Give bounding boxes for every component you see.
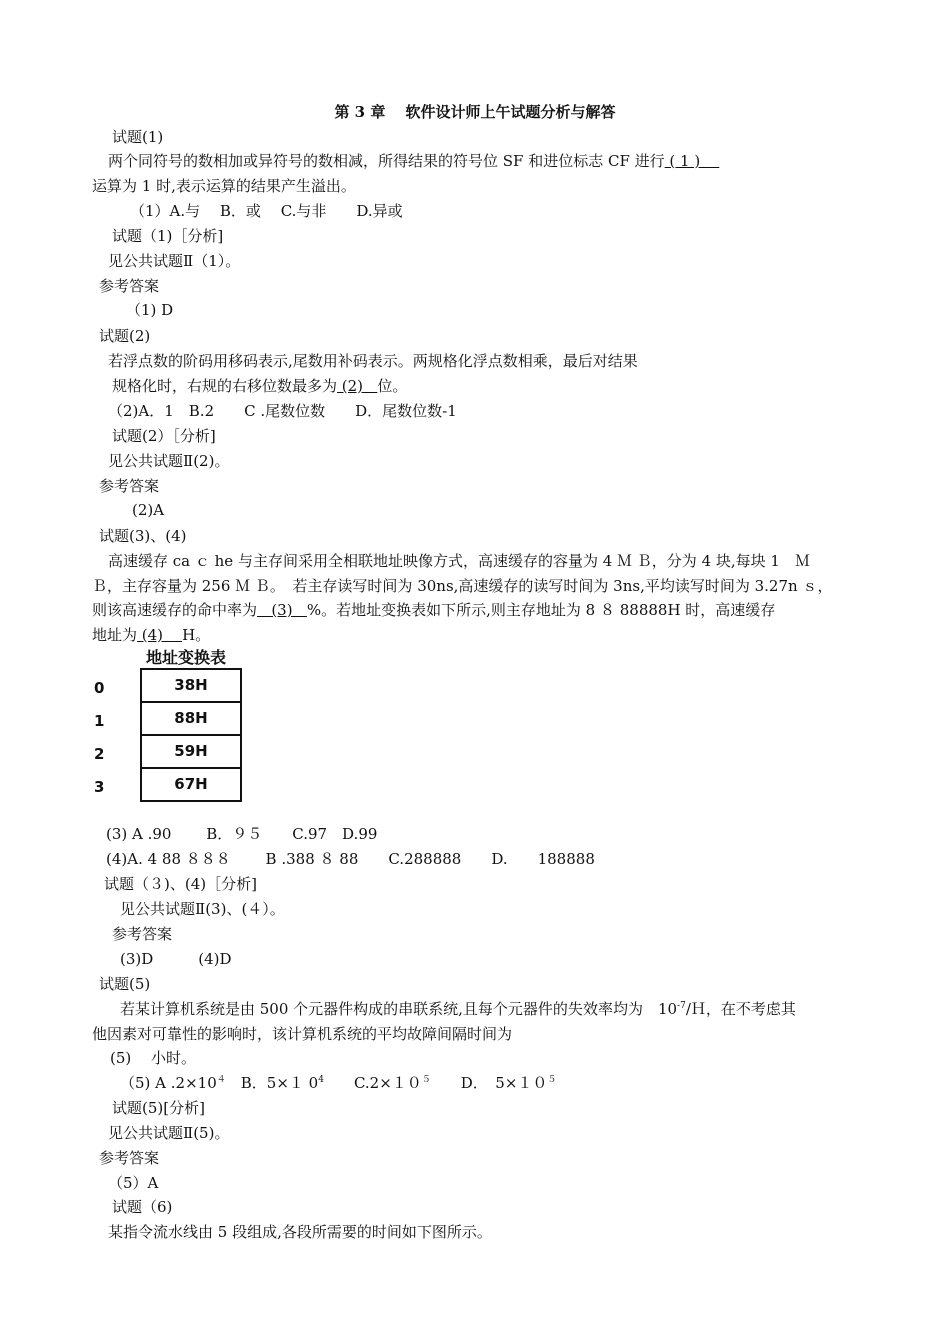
q2-analysis-heading: 试题(2）［分析] [112, 427, 216, 445]
q1-blank: ( 1 ) [664, 152, 720, 170]
q1-analysis: 见公共试题Ⅱ（1）。 [108, 252, 241, 270]
table-cell: 38H [142, 670, 240, 703]
q1-stem-line1 [108, 151, 719, 171]
q5-stem-a1: 若某计算机系统是由 500 个元器件构成的串联系统,且每个元器件的失效率均为 10 [120, 1000, 678, 1018]
q5-option-a: （5) A .2×10 [120, 1074, 217, 1092]
q34-answer-heading: 参考答案 [112, 925, 173, 943]
table-index: 2 [94, 745, 105, 763]
q1-heading: 试题(1) [112, 128, 164, 146]
q5-analysis: 见公共试题Ⅱ(5)。 [108, 1124, 230, 1142]
q1-answer: （1) D [126, 301, 174, 319]
q5-stem-exponent: -7 [677, 1001, 686, 1011]
q2-options: （2)A．1 B.2 C .尾数位数 D．尾数位数-1 [108, 402, 457, 420]
q5-answer-heading: 参考答案 [99, 1149, 160, 1167]
q2-stem-b2: 位。 [377, 377, 408, 395]
q6-stem: 某指令流水线由 5 段组成,各段所需要的时间如下图所示。 [108, 1223, 492, 1241]
table-cell: 67H [174, 775, 208, 793]
table-index: 0 [94, 679, 105, 697]
q5-option-b-exponent: 4 [318, 1075, 324, 1085]
q5-option-c: C.2×１０ [323, 1074, 422, 1092]
table-cell: 59H [142, 736, 240, 769]
q34-stem-d2: H。 [182, 626, 211, 644]
q3-options: (3) A .90 B．９５ C.97 D.99 [106, 825, 378, 843]
q2-stem-b1: 规格化时，右规的右移位数最多为 [112, 377, 338, 395]
address-table [140, 668, 242, 802]
q2-stem-line2 [112, 376, 407, 396]
q6-heading: 试题（6) [112, 1198, 173, 1216]
q34-blank3: (3) [257, 601, 307, 619]
q5-option-d: D． 5×１０ [430, 1074, 548, 1092]
q34-analysis: 见公共试题Ⅱ(3)、(４）。 [120, 900, 285, 918]
q5-stem-c: (5) 小时。 [110, 1049, 197, 1067]
q34-stem-line4 [92, 625, 210, 645]
q2-heading: 试题(2) [99, 327, 151, 345]
q5-stem-line1 [120, 999, 796, 1019]
page-title: 第 3 章 软件设计师上午试题分析与解答 [334, 103, 616, 121]
q34-stem-c2: %。若地址变换表如下所示,则主存地址为 8 ８ 88888H 时，高速缓存 [306, 601, 776, 619]
q34-stem-b: Ｂ，主存容量为 256 Ｍ Ｂ。 若主存读写时间为 30ns,高速缓存的读写时间为 3ns,平均读写时间为 3.27n ｓ， [92, 577, 833, 595]
table-index: 1 [94, 712, 105, 730]
q4-options: (4)A. 4 88 ８８８ B .388 ８ 88 C.288888 D. 188888 [106, 850, 595, 868]
q34-answer: (3)D (4)D [120, 950, 232, 968]
q2-analysis: 见公共试题Ⅱ(2)。 [108, 452, 230, 470]
q1-stem-b: 运算为 1 时,表示运算的结果产生溢出。 [92, 177, 356, 195]
table-index: 3 [94, 778, 105, 796]
q1-answer-heading: 参考答案 [99, 277, 160, 295]
q2-blank: (2) [337, 377, 378, 395]
q34-analysis-heading: 试题（３)、(4)［分析] [104, 875, 257, 893]
q1-options: （1）A.与 B．或 C.与非 D.异或 [130, 202, 403, 220]
q1-analysis-heading: 试题（1)［分析] [112, 227, 224, 245]
q34-stem-line3 [92, 600, 775, 620]
q5-stem-b: 他因素对可靠性的影响时，该计算机系统的平均故障间隔时间为 [92, 1025, 513, 1043]
q34-heading: 试题(3)、(4) [99, 527, 187, 545]
q34-stem-c1: 则该高速缓存的命中率为 [92, 601, 258, 619]
q5-option-c-exponent: ５ [421, 1075, 431, 1085]
q5-analysis-heading: 试题(5)[分析] [112, 1099, 205, 1117]
q5-option-d-exponent: ５ [547, 1075, 557, 1085]
q34-stem-a: 高速缓存 ca ｃ he 与主存间采用全相联地址映像方式，高速缓存的容量为 4 Ｍ Ｂ，分为 4 块,每块 1 Ｍ [108, 552, 810, 570]
q2-stem-a: 若浮点数的阶码用移码表示,尾数用补码表示。两规格化浮点数相乘，最后对结果 [108, 352, 638, 370]
q5-option-b: B．5×１ 0 [225, 1074, 319, 1092]
table-cell: 88H [142, 703, 240, 736]
q5-answer: （5）A [108, 1174, 159, 1192]
address-table-title: 地址变换表 [146, 648, 227, 667]
q5-stem-a2: /Ｈ，在不考虑其 [685, 1000, 796, 1018]
q2-answer-heading: 参考答案 [99, 477, 160, 495]
q5-options [120, 1073, 556, 1093]
q34-blank4: (4) [137, 626, 183, 644]
q2-answer: (2)A [132, 501, 165, 519]
q1-stem-a: 两个同符号的数相加或异符号的数相减，所得结果的符号位 SF 和进位标志 CF 进行 [108, 152, 665, 170]
q5-option-a-exponent: ４ [216, 1075, 226, 1085]
q34-stem-d1: 地址为 [92, 626, 138, 644]
q5-heading: 试题(5) [99, 975, 151, 993]
